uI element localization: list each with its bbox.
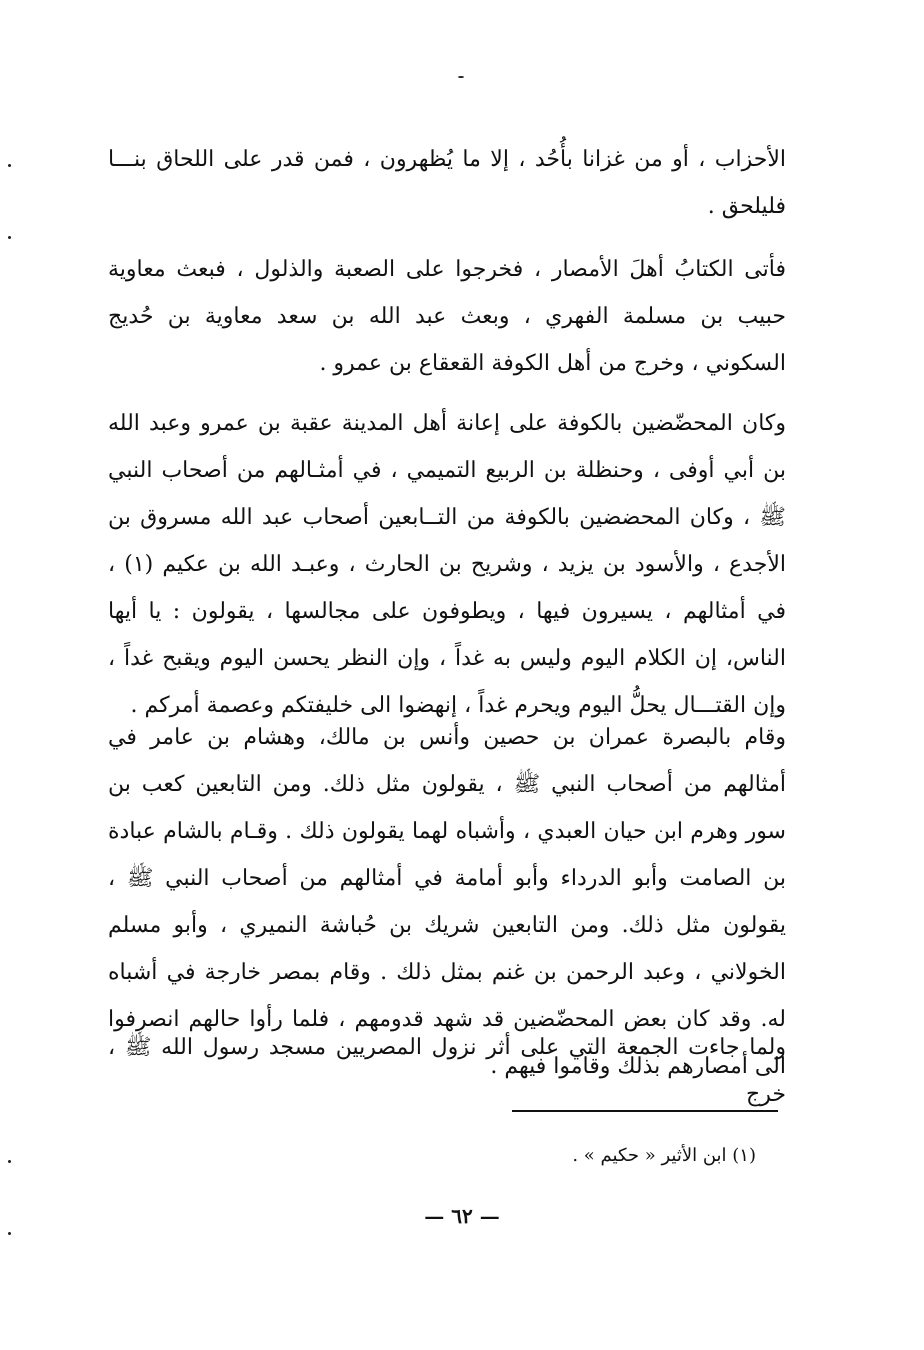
paragraph-3 <box>108 400 786 729</box>
footnote-divider <box>512 1110 778 1112</box>
scan-speck <box>8 1160 11 1163</box>
page-number: — ٦٢ — <box>424 1204 500 1228</box>
footnote: (١) ابن الأثير « حكيم » . <box>572 1145 756 1166</box>
paragraph-text: الأحزاب ، أو من غزانا بأُحُد ، إلا ما يُظهرون ، فمن قدر على اللحاق بنـــا فليلحق . <box>108 147 786 219</box>
scan-speck <box>8 164 11 167</box>
paragraph-text: فأتى الكتابُ أهلَ الأمصار ، فخرجوا على الصعبة والذلول ، فبعث معاوية حبيب بن مسلمة الفهري ، وبعث عبد الله بن سعد معاوية بن حُديج السكوني ، وخرج من أهل الكوفة القعقاع بن عمرو . <box>108 257 786 376</box>
scan-speck <box>8 1232 11 1235</box>
paragraph-1 <box>108 136 786 230</box>
paragraph-5 <box>108 1024 786 1118</box>
scan-speck <box>458 76 464 78</box>
paragraph-text: وقام بالبصرة عمران بن حصين وأنس بن مالك، وهشام بن عامر في أمثالهم من أصحاب النبي ﷺ ، يقولون مثل ذلك. ومن التابعين كعب بن سور وهرم ابن حيان العبدي ، وأشباه لهما يقولون ذلك . وقـام بالشام عبادة بن الصامت وأبو الدرداء وأبو أمامة في أمثالهم من أصحاب النبي ﷺ ، يقولون مثل ذلك. ومن التابعين شريك بن حُباشة النميري ، وأبو مسلم الخولاني ، وعبد الرحمن بن غنم بمثل ذلك . وقام بمصر خارجة في أشباه له. وقد كان بعض المحضّضين قد شهد قدومهم ، فلما رأوا حالهم انصرفوا الى أمصارهم بذلك وقاموا فيهم . <box>108 725 786 1079</box>
paragraph-text: ولما جاءت الجمعة التي على أثر نزول المصريين مسجد رسول الله ﷺ ، خرج <box>108 1035 786 1107</box>
scan-speck <box>8 236 11 239</box>
paragraph-2 <box>108 246 786 387</box>
paragraph-text: وكان المحضّضين بالكوفة على إعانة أهل المدينة عقبة بن عمرو وعبد الله بن أبي أوفى ، وحنظلة بن الربيع التميمي ، في أمثـالهم من أصحاب النبي ﷺ ، وكان المحضضين بالكوفة من التــابعين أصحاب عبد الله مسروق بن الأجدع ، والأسود بن يزيد ، وشريح بن الحارث ، وعبـد الله بن عكيم (١) ، في أمثالهم ، يسيرون فيها ، ويطوفون على مجالسها ، يقولون : يا أيها الناس، إن الكلام اليوم وليس به غداً ، وإن النظر يحسن اليوم ويقبح غداً ، وإن القتـــال يحلُّ اليوم ويحرم غداً ، إنهضوا الى خليفتكم وعصمة أمركم . <box>108 411 786 718</box>
